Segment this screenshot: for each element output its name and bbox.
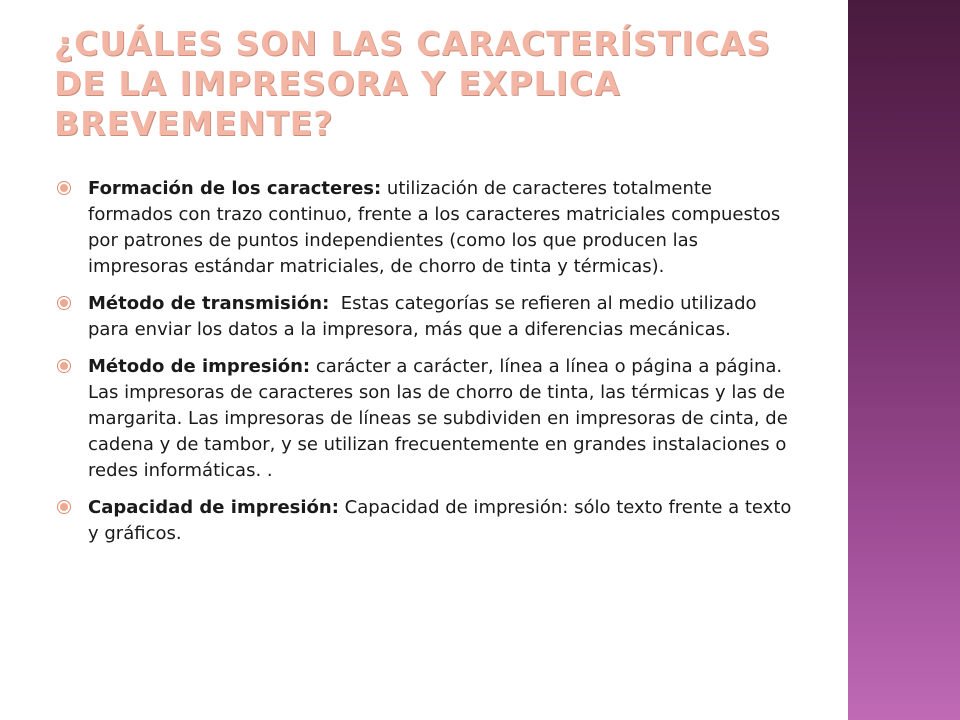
item-body: Estas categorías se refieren al medio utilizado para enviar los datos a la impresora, más que a diferencias mecánicas. [88,293,763,340]
list-item [58,495,798,547]
list-item-text [88,354,798,484]
bullet-icon [58,501,70,513]
bullet-icon [58,297,70,309]
list-item-text [88,291,798,343]
list-item-text [88,176,798,280]
bullet-list [58,176,798,558]
list-item-text [88,495,798,547]
bullet-icon [58,182,70,194]
item-body: carácter a carácter, línea a línea o página a página. Las impresoras de caracteres son las de chorro de tinta, las térmicas y las de margarita. Las impresoras de líneas se subdividen en impresoras de cinta, de cadena y de tambor, y se utilizan frecuentemente en grandes instalaciones o redes informáticas. . [88,356,788,481]
bullet-icon [58,360,70,372]
item-label: Método de impresión: [88,356,311,377]
item-body: Capacidad de impresión: sólo texto frente a texto y gráficos. [88,497,792,544]
item-label: Capacidad de impresión: [88,497,339,518]
item-label: Método de transmisión: [88,293,330,314]
item-body: utilización de caracteres totalmente formados con trazo continuo, frente a los caracteres matriciales compuestos por patrones de puntos independientes (como los que producen las impresoras estándar matriciales, de chorro de tinta y térmicas). [88,178,781,277]
list-item [58,291,798,343]
item-label: Formación de los caracteres: [88,178,382,199]
list-item [58,354,798,484]
slide-title: ¿CUÁLES SON LAS CARACTERÍSTICAS DE LA IMPRESORA Y EXPLICA BREVEMENTE? [54,24,772,143]
list-item [58,176,798,280]
decorative-side-band [848,0,960,720]
